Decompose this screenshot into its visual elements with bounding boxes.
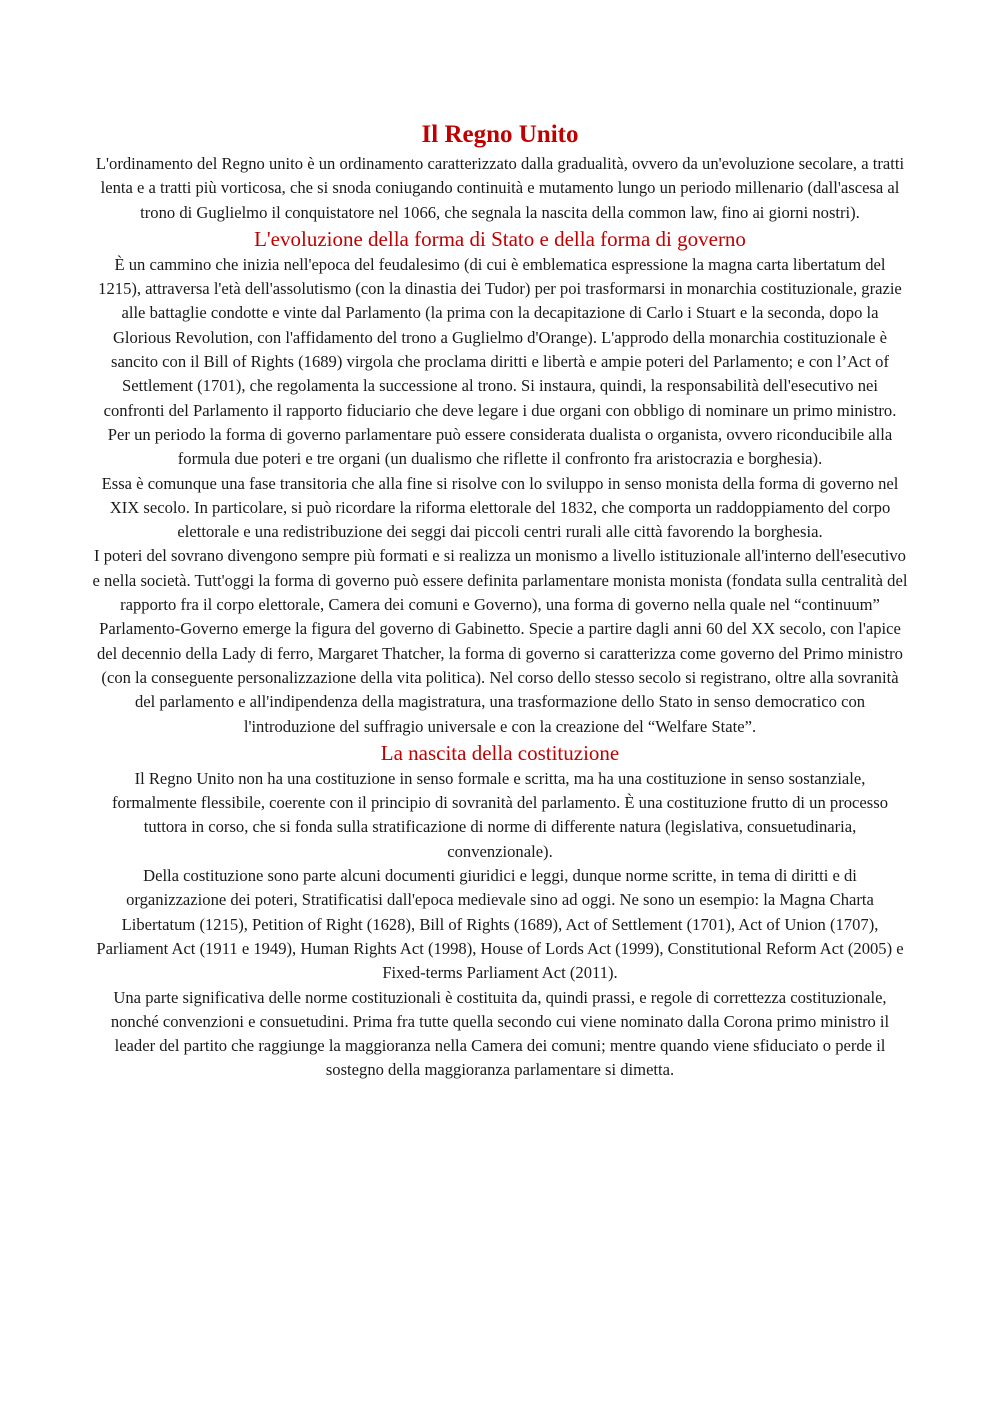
section-paragraph: È un cammino che inizia nell'epoca del feudalesimo (di cui è emblematica espressione la magna carta libertatum del 1215), attraversa l'età dell'assolutismo (con la dinastia dei Tudor) per poi trasformarsi in monarchia costituzionale, grazie alle battaglie condotte e vinte dal Parlamento (la prima con la decapitazione di Carlo i Stuart e la seconda, dopo la Glorious Revolution, con l'affidamento del trono a Guglielmo d'Orange). L'approdo della monarchia costituzionale è sancito con il Bill of Rights (1689) virgola che proclama diritti e libertà e ampie poteri del Parlamento; e con l’Act of Settlement (1701), che regolamenta la successione al trono. Si instaura, quindi, la responsabilità dell'esecutivo nei confronti del Parlamento il rapporto fiduciario che deve legare i due organi con obbligo di nominare un primo ministro. — [98, 254, 902, 420]
intro-paragraph: L'ordinamento del Regno unito è un ordinamento caratterizzato dalla gradualità, ovvero da un'evoluzione secolare, a tratti lenta e a tratti più vorticosa, che si snoda coniugando continuità e mutamento lungo un periodo millenario (dall'ascesa al trono di Guglielmo il conquistatore nel 1066, che segnala la nascita della common law, fino ai giorni nostri). — [95, 154, 905, 222]
section-paragraph: Il Regno Unito non ha una costituzione in senso formale e scritta, ma ha una costituzione in senso sostanziale, formalmente flessibile, coerente con il principio di sovranità del parlamento. È una costituzione frutto di un processo tuttora in corso, che si fonda sulla stratificazione di norme di differente natura (legislativa, consuetudinaria, convenzionale). — [112, 768, 888, 861]
section-paragraph: Una parte significativa delle norme costituzionali è costituita da, quindi prassi, e regole di correttezza costituzionale, nonché convenzioni e consuetudini. Prima fra tutte quella secondo cui viene nominato dalla Corona primo ministro il leader del partito che raggiunge la maggioranza nella Camera dei comuni; mentre quando viene sfiduciato o perde il sostegno della maggioranza parlamentare si dimetta. — [110, 987, 890, 1080]
document-page — [92, 118, 908, 1083]
section-paragraph: I poteri del sovrano divengono sempre più formati e si realizza un monismo a livello istituzionale all'interno dell'esecutivo e nella società. Tutt'oggi la forma di governo può essere definita parlamentare monista monista (fondata sulla centralità del rapporto fra il corpo elettorale, Camera dei comuni e Governo), una forma di governo nella quale nel “continuum” Parlamento-Governo emerge la figura del governo di Gabinetto. Specie a partire dagli anni 60 del XX secolo, con l'apice del decennio della Lady di ferro, Margaret Thatcher, la forma di governo si caratterizza come governo del Primo ministro (con la conseguente personalizzazione della vita politica). Nel corso dello stesso secolo si registrano, oltre alla sovranità del parlamento e all'indipendenza della magistratura, una trasformazione dello Stato in senso democratico con l'introduzione del suffragio universale e con la creazione del “Welfare State”. — [92, 546, 908, 736]
section-heading-nascita-costituzione: La nascita della costituzione — [380, 740, 620, 765]
section-paragraph: Per un periodo la forma di governo parlamentare può essere considerata dualista o organista, ovvero riconducibile alla formula due poteri e tre organi (un dualismo che riflette il confronto fra aristocrazia e borghesia). — [107, 424, 893, 469]
document-title: Il Regno Unito — [421, 121, 579, 148]
section-paragraph: Della costituzione sono parte alcuni documenti giuridici e leggi, dunque norme scritte, in tema di diritti e di organizzazione dei poteri, Stratificatisi dall'epoca medievale sino ad oggi. Ne sono un esempio: la Magna Charta Libertatum (1215), Petition of Right (1628), Bill of Rights (1689), Act of Settlement (1701), Act of Union (1707), Parliament Act (1911 e 1949), Human Rights Act (1998), House of Lords Act (1999), Constitutional Reform Act (2005) e Fixed-terms Parliament Act (2011). — [96, 866, 904, 983]
section-paragraph: Essa è comunque una fase transitoria che alla fine si risolve con lo sviluppo in senso monista della forma di governo nel XIX secolo. In particolare, si può ricordare la riforma elettorale del 1832, che comporta un raddoppiamento del corpo elettorale e una redistribuzione dei seggi dai piccoli centri rurali alle città favorendo la borghesia. — [101, 473, 899, 542]
section-heading-evoluzione: L'evoluzione della forma di Stato e della forma di governo — [254, 226, 746, 251]
